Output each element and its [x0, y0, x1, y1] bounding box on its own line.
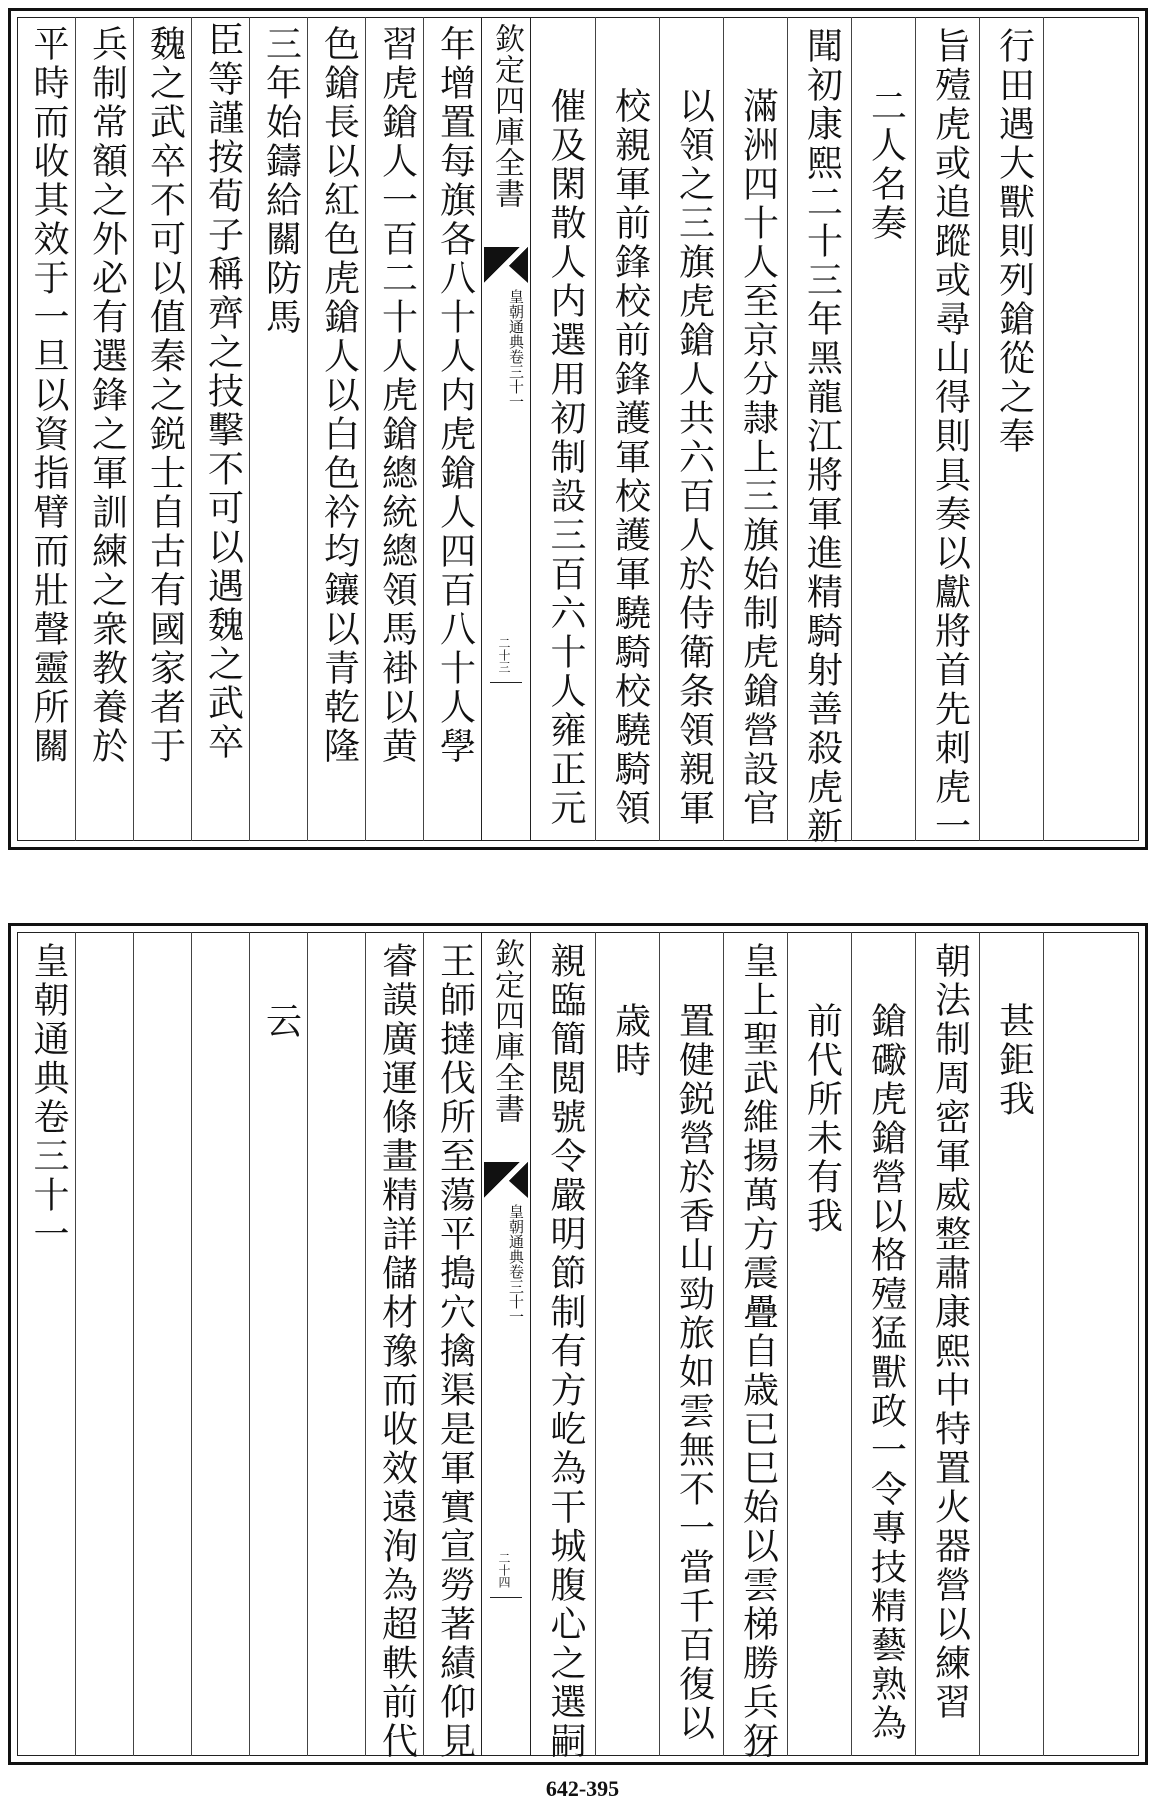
fishtail-mark	[484, 247, 528, 283]
column-text: 平時而收其效于一旦以資指臂而壯聲靈所關	[28, 25, 69, 766]
page-reference: 642-395	[545, 1776, 620, 1801]
gutter-rule	[490, 1597, 522, 1598]
column-text: 聞初康熙二十三年黑龍江將軍進精騎射善殺虎新	[801, 27, 843, 846]
book-header: 欽定四庫全書	[489, 23, 524, 209]
text-column	[423, 932, 481, 1761]
text-column	[423, 17, 481, 841]
text-column	[723, 17, 787, 841]
text-column	[365, 17, 423, 841]
column-text: 魏之武卒不可以值秦之鋭士自古有國家者于	[144, 25, 186, 766]
volume-title: 皇朝通典卷三十一	[507, 1204, 525, 1324]
text-column	[595, 932, 659, 1756]
text-column	[17, 932, 75, 1756]
column-text: 催及閑散人内選用初制設三百六十人雍正元	[545, 87, 586, 828]
top-page	[8, 8, 1148, 850]
column-text: 行田遇大獸則列鎗從之奉	[993, 27, 1035, 456]
column-text: 皇上聖武維揚萬方震疊自歳已巳始以雲梯勝兵犽	[737, 942, 779, 1761]
text-column	[249, 17, 307, 841]
column-text: 皇朝通典卷三十一	[28, 942, 69, 1254]
fishtail-mark	[484, 1162, 528, 1198]
text-column	[307, 17, 365, 841]
column-text: 王師撻伐所至蕩平搗穴擒渠是軍實宣勞著績仰見	[434, 942, 476, 1761]
column-text: 二人名奏	[865, 87, 907, 243]
column-text: 習虎鎗人一百二十人虎鎗總統總領馬褂以黄	[376, 25, 418, 766]
text-column	[307, 932, 365, 1756]
page-number: 二十四	[497, 1552, 511, 1588]
column-text: 云	[260, 1002, 302, 1041]
column-text: 甚鉅我	[993, 1002, 1035, 1119]
volume-title: 皇朝通典卷三十一	[507, 289, 525, 409]
text-column	[723, 932, 787, 1761]
text-column	[659, 932, 723, 1756]
text-column	[17, 17, 75, 841]
text-column	[133, 932, 191, 1756]
column-text: 歳時	[609, 1002, 651, 1080]
text-column	[1043, 17, 1139, 841]
column-text: 睿謨廣運條畫精詳儲材豫而收效遠洵為超軼前代	[376, 942, 418, 1761]
column-text: 朝法制周密軍威整肅康熙中特置火器營以練習	[929, 942, 971, 1722]
text-column	[915, 17, 979, 846]
text-column	[133, 17, 191, 841]
center-gutter	[481, 932, 531, 1756]
text-column	[1043, 932, 1139, 1756]
text-column	[75, 932, 133, 1756]
column-text: 旨殪虎或追蹤或尋山得則具奏以獻將首先刺虎一	[929, 27, 971, 846]
column-text: 親臨簡閲號令嚴明節制有方屹為干城腹心之選嗣	[545, 942, 586, 1761]
column-text: 滿洲四十人至京分隷上三旗始制虎鎗營設官	[737, 87, 779, 828]
text-column	[365, 932, 423, 1761]
text-column	[979, 17, 1043, 841]
text-column	[979, 932, 1043, 1756]
text-column	[249, 932, 307, 1756]
column-text: 年增置每旗各八十人内虎鎗人四百八十人學	[434, 25, 476, 766]
text-column	[531, 932, 595, 1761]
text-column	[191, 17, 249, 841]
text-column	[531, 17, 595, 841]
text-column	[915, 932, 979, 1756]
column-text: 色鎗長以紅色虎鎗人以白色衿均鑲以青乾隆	[318, 25, 360, 766]
column-text: 三年始鑄給關防馬	[260, 25, 302, 337]
column-text: 兵制常額之外必有選鋒之軍訓練之衆教養於	[86, 25, 128, 766]
bottom-page	[8, 923, 1148, 1765]
text-column	[851, 932, 915, 1756]
gutter-rule	[490, 682, 522, 683]
page-number: 二十三	[497, 637, 511, 673]
column-text: 臣等謹按荀子稱齊之技擊不可以遇魏之武卒	[202, 21, 244, 762]
column-text: 鎗礮虎鎗營以格殪猛獸政一令專技精藝熟為	[865, 1002, 907, 1743]
text-column	[851, 17, 915, 841]
text-column	[787, 932, 851, 1756]
text-column	[659, 17, 723, 841]
text-column	[787, 17, 851, 846]
column-text: 校親軍前鋒校前鋒護軍校護軍驍騎校驍騎領	[609, 87, 651, 828]
book-header: 欽定四庫全書	[489, 938, 524, 1124]
column-text: 前代所未有我	[801, 1002, 843, 1236]
text-column	[75, 17, 133, 841]
center-gutter	[481, 17, 531, 841]
column-text: 以領之三旗虎鎗人共六百人於侍衛条領親軍	[673, 87, 715, 828]
text-column	[595, 17, 659, 841]
column-text: 置健鋭營於香山勁旅如雲無不一當千百復以	[673, 1002, 715, 1743]
text-column	[191, 932, 249, 1756]
